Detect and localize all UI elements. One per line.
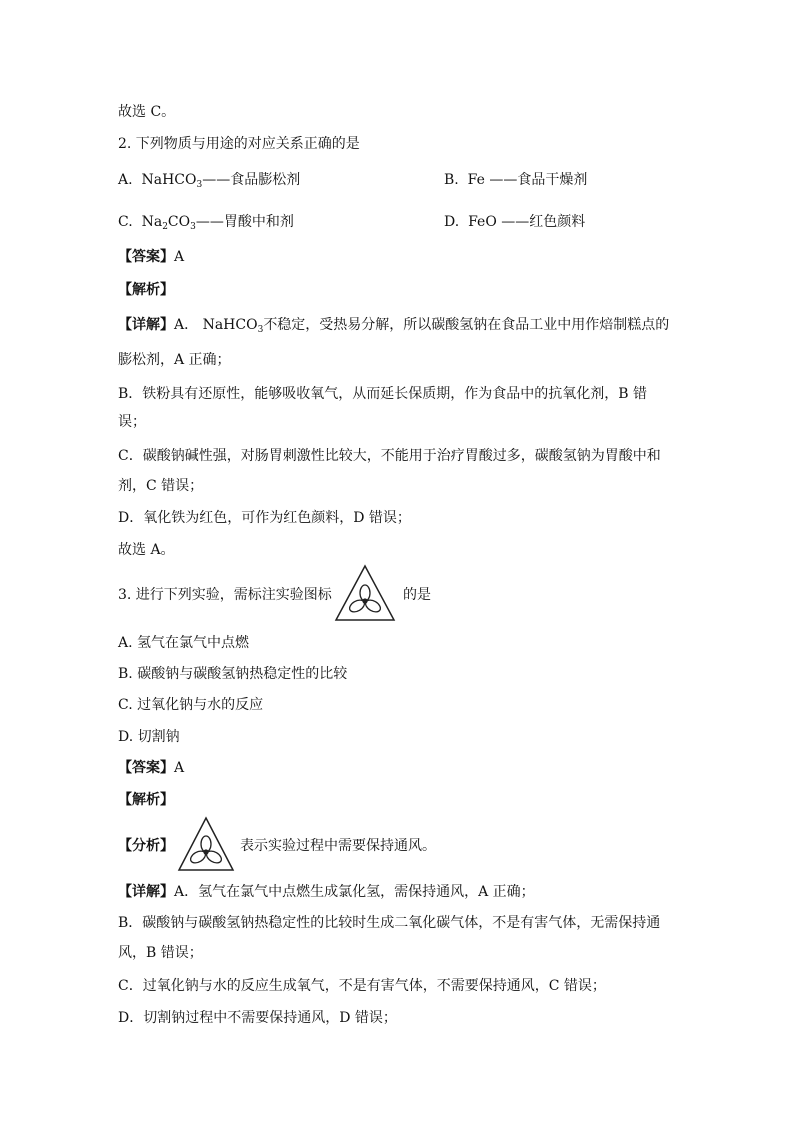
q2-detail-b: B．铁粉具有还原性，能够吸收氧气，从而延长保质期，作为食品中的抗氧化剂，B 错	[118, 386, 648, 402]
q2-detail-a: 【详解】A． NaHCO$_3$不稳定，受热易分解，所以碳酸氢钠在食品工业中用作焙制糕点的	[118, 317, 670, 335]
prev-conclusion: 故选 C。	[118, 104, 176, 120]
q3-option-c: C. 过氧化钠与水的反应	[118, 697, 264, 713]
q2-detail-c: C．碳酸钠碱性强，对肠胃刺激性比较大，不能用于治疗胃酸过多，碳酸氢钠为胃酸中和	[118, 448, 661, 464]
q3-answer: 【答案】A	[118, 760, 185, 776]
q2-detail-b-cont: 误；	[118, 414, 146, 430]
q3-option-a: A. 氢气在氯气中点燃	[118, 635, 250, 651]
q2-option-d: D. FeO ——红色颜料	[444, 214, 586, 230]
q2-analysis-label: 【解析】	[118, 282, 174, 298]
q2-option-c: C. $Na_2CO_3——$胃酸中和剂	[118, 214, 294, 232]
q3-detail-a: 【详解】A．氢气在氯气中点燃生成氯化氢，需保持通风，A 正确；	[118, 884, 535, 900]
q3-stem-post: 的是	[403, 587, 431, 603]
q3-fenxi-label: 【分析】	[118, 838, 174, 854]
q3-detail-b-cont: 风，B 错误；	[118, 945, 203, 961]
ventilation-fan-icon	[333, 563, 397, 623]
q2-detail-d: D．氧化铁为红色，可作为红色颜料，D 错误；	[118, 510, 411, 526]
q2-option-a: A. NaHCO$_3$——食品膨松剂	[118, 172, 301, 190]
q3-fenxi-text: 表示实验过程中需要保持通风。	[240, 838, 436, 854]
q3-option-d: D. 切割钠	[118, 729, 180, 745]
q3-detail-c: C．过氧化钠与水的反应生成氧气，不是有害气体，不需要保持通风，C 错误；	[118, 978, 606, 994]
q3-option-b: B. 碳酸钠与碳酸氢钠热稳定性的比较	[118, 666, 348, 682]
q3-detail-b: B．碳酸钠与碳酸氢钠热稳定性的比较时生成二氧化碳气体，不是有害气体，无需保持通	[118, 915, 661, 931]
q2-detail-c-cont: 剂，C 错误；	[118, 478, 204, 494]
q3-analysis-label: 【解析】	[118, 792, 174, 808]
q2-detail-a-cont: 膨松剂，A 正确；	[118, 352, 231, 368]
q2-answer: 【答案】A	[118, 249, 185, 265]
q2-stem: 2. 下列物质与用途的对应关系正确的是	[118, 136, 360, 152]
q3-detail-d: D．切割钠过程中不需要保持通风，D 错误；	[118, 1010, 397, 1026]
q2-option-b: B. Fe ——食品干燥剂	[444, 172, 588, 188]
q2-conclusion: 故选 A。	[118, 542, 175, 558]
ventilation-fan-icon	[176, 815, 236, 873]
q3-stem-pre: 3. 进行下列实验，需标注实验图标	[118, 587, 332, 603]
